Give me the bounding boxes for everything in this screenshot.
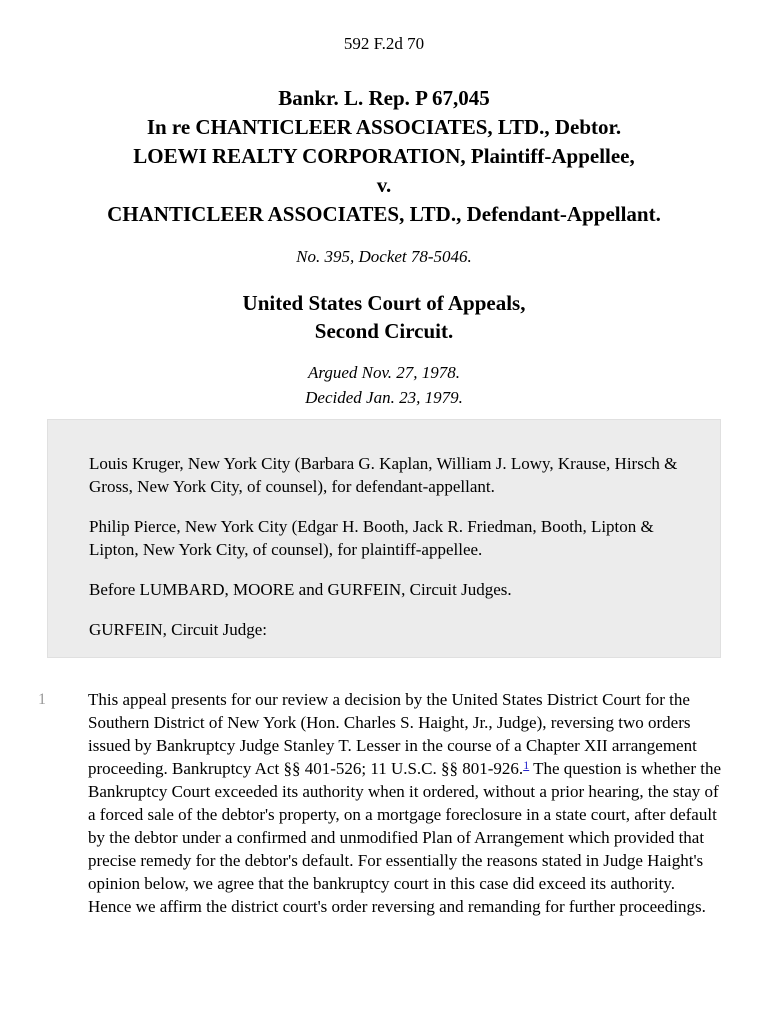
court-name: [0, 289, 768, 345]
court-name-line-1: United States Court of Appeals,: [242, 291, 526, 315]
paragraph-text-before-footnote: This appeal presents for our review a decision by the United States District Court for the Southern District of New York (Hon. Charles S. Haight, Jr., Judge), reversing two orders issued by Bankruptcy Judge Stanley T. Lesser in the course of a Chapter XII arrangement proceeding. Bankruptcy Act §§ 401-526; 11 U.S.C. §§ 801-926.: [88, 690, 697, 778]
court-name-line-2: Second Circuit.: [314, 319, 454, 343]
opinion-author: GURFEIN, Circuit Judge:: [89, 620, 268, 639]
docket-number: No. 395, Docket 78-5046.: [296, 247, 472, 266]
paragraph-text-after-footnote: The question is whether the Bankruptcy Court exceeded its authority when it ordered, without a prior hearing, the stay of a forced sale of the debtor's property, on a mortgage foreclosure in a state court, after default by the debtor under a confirmed and unmodified Plan of Arrangement which provided that precise remedy for the debtor's default. For essentially the reasons stated in Judge Haight's opinion below, we agree that the bankruptcy court in this case did exceed its authority. Hence we affirm the district court's order reversing and remanding for further proceedings.: [88, 759, 722, 916]
opinion-paragraph-1: [0, 688, 768, 918]
case-caption: [0, 84, 768, 229]
counsel-block: [47, 419, 721, 658]
paragraph-text: [88, 688, 722, 918]
paragraph-number: 1: [38, 691, 46, 708]
case-caption-line-reporter: Bankr. L. Rep. P 67,045: [278, 86, 490, 110]
case-caption-line-versus: v.: [376, 173, 392, 197]
footnote-1-link[interactable]: 1: [523, 757, 530, 772]
counsel-plaintiff-appellee: Philip Pierce, New York City (Edgar H. Booth, Jack R. Friedman, Booth, Lipton & Lipton, New York City, of counsel), for plaintiff-appellee.: [89, 517, 654, 559]
argued-date: Argued Nov. 27, 1978.: [307, 363, 461, 382]
reporter-citation: 592 F.2d 70: [343, 34, 425, 53]
case-caption-line-defendant: CHANTICLEER ASSOCIATES, LTD., Defendant-Appellant.: [107, 202, 661, 226]
counsel-defendant-appellant: Louis Kruger, New York City (Barbara G. Kaplan, William J. Lowy, Krause, Hirsch & Gross, New York City, of counsel), for defendant-appellant.: [89, 454, 678, 496]
case-caption-line-in-re: In re CHANTICLEER ASSOCIATES, LTD., Debtor.: [146, 115, 622, 139]
decided-date: Decided Jan. 23, 1979.: [305, 388, 463, 407]
case-dates: [0, 360, 768, 410]
panel-judges: Before LUMBARD, MOORE and GURFEIN, Circuit Judges.: [89, 580, 512, 599]
case-caption-line-plaintiff: LOEWI REALTY CORPORATION, Plaintiff-Appellee,: [133, 144, 635, 168]
